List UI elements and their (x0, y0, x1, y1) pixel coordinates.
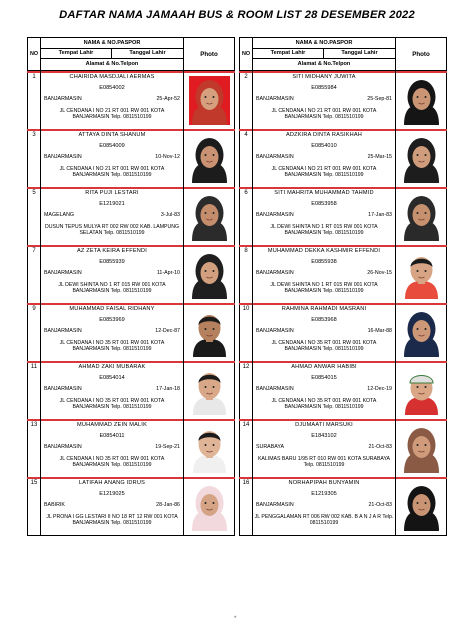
row-separator (239, 419, 447, 421)
birth-date: 25-Sep-81 (367, 96, 392, 102)
pilgrim-photo (189, 192, 230, 241)
passport-number: E0854011 (99, 433, 125, 439)
pilgrim-name: ATTAYA DINTA SHANUM (78, 132, 146, 138)
passport-number: E0854009 (99, 143, 125, 149)
header-birth (253, 49, 395, 59)
column-divider (395, 419, 396, 477)
row-separator (27, 71, 235, 73)
table-row (239, 477, 447, 535)
column-divider (183, 303, 184, 361)
birth-date: 16-Mar-88 (367, 328, 392, 334)
table-bottom-border (239, 535, 447, 536)
header-birth (41, 49, 183, 59)
row-number: 4 (244, 132, 248, 138)
address-phone: JL DEWI SHINTA NO 1 RT 015 RW 001 KOTA BANJARMASIN Telp. 0811510199 (270, 282, 378, 295)
passport-number: E0854014 (99, 375, 125, 381)
birth-place: BANJARMASIN (44, 444, 82, 450)
birth-date: 12-Dec-19 (367, 386, 392, 392)
birth-place: SURABAYA (256, 444, 285, 450)
column-divider (183, 477, 184, 535)
birth-place: BANJARMASIN (256, 502, 294, 508)
birth-date: 17-Jan-18 (156, 386, 180, 392)
pilgrim-photo (401, 366, 442, 415)
row-number: 13 (30, 422, 38, 428)
pilgrim-photo (401, 424, 442, 473)
column-divider (183, 419, 184, 477)
column-divider (395, 477, 396, 535)
address-phone: JL CENDANA I NO 35 RT 001 RW 001 KOTA BANJARMASIN Telp. 0811510199 (271, 340, 377, 353)
row-separator (27, 361, 235, 363)
header-birth-place: Tempat Lahir (253, 49, 324, 58)
pilgrim-name: DJUMAATI MARSUKI (295, 422, 353, 428)
row-number: 11 (30, 364, 38, 370)
footer-mark: * (234, 616, 237, 622)
row-separator (239, 303, 447, 305)
row-number: 5 (32, 190, 36, 196)
row-number: 14 (242, 422, 250, 428)
table-row (239, 71, 447, 129)
passport-number: E1219025 (99, 491, 125, 497)
passport-number: E0854015 (311, 375, 337, 381)
table-header (239, 37, 447, 71)
row-separator (239, 129, 447, 131)
table-bottom-border (27, 535, 235, 536)
column-divider (395, 361, 396, 419)
birth-place: BANJARMASIN (256, 328, 294, 334)
header-address-phone: Alamat & No.Telpon (297, 61, 351, 67)
birth-date: 10-Nov-12 (155, 154, 180, 160)
pilgrim-name: CHAIRIDA MASDJALI AERMAS (69, 74, 155, 80)
table-row (27, 187, 235, 245)
pilgrim-name: MUHAMMAD FAISAL RIDHANY (69, 306, 155, 312)
pilgrim-photo (189, 482, 230, 531)
pilgrim-name: RAHMINA RAHMADI MASRANI (281, 306, 367, 312)
address-phone: JL CENDANA I NO 21 RT 001 RW 001 KOTA BANJARMASIN Telp. 0811510199 (271, 166, 377, 179)
column-divider (183, 71, 184, 129)
row-separator (27, 245, 235, 247)
header-details (253, 38, 396, 70)
row-separator (239, 245, 447, 247)
row-number: 3 (32, 132, 36, 138)
passport-number: E1219021 (99, 201, 125, 207)
pilgrim-name: RITA PUJI LESTARI (85, 190, 139, 196)
pilgrim-photo (401, 134, 442, 183)
birth-place: BANJARMASIN (256, 154, 294, 160)
pilgrim-photo (189, 250, 230, 299)
pilgrim-name: AHMAD ZAKI MUBARAK (78, 364, 146, 370)
address-phone: JL PRONA I GG LESTARI II NO 18 RT 12 RW 001 KOTA BANJARMASIN Telp. 0811510199 (46, 514, 178, 527)
column-divider (183, 129, 184, 187)
column-divider (395, 129, 396, 187)
birth-date: 17-Jan-83 (368, 212, 392, 218)
pilgrim-name: MUHAMMAD ZEIN MALIK (77, 422, 147, 428)
passport-number: E0855984 (311, 85, 337, 91)
header-address-phone: Alamat & No.Telpon (85, 61, 139, 67)
row-number: 2 (244, 74, 248, 80)
address-phone: JL CENDANA I NO 35 RT 001 RW 001 KOTA BANJARMASIN Telp. 0811510199 (271, 398, 377, 411)
birth-place: BABIRIK (44, 502, 65, 508)
birth-date: 11-Apr-10 (156, 270, 180, 276)
address-phone: JL CENDANA I NO 35 RT 001 RW 001 KOTA BANJARMASIN Telp. 0811510199 (59, 456, 165, 469)
address-phone: JL CENDANA I NO 35 RT 001 RW 001 KOTA BANJARMASIN Telp. 0811510199 (59, 340, 165, 353)
pilgrim-name: SITI MIDHANY JUWITA (292, 74, 356, 80)
row-separator (27, 419, 235, 421)
passport-number: E0853958 (311, 201, 337, 207)
header-birth-date: Tanggal Lahir (129, 50, 166, 56)
page-title: DAFTAR NAMA JAMAAH BUS & ROOM LIST 28 DESEMBER 2022 (59, 9, 415, 21)
column-divider (395, 303, 396, 361)
birth-place: BANJARMASIN (44, 154, 82, 160)
passport-number: E0853968 (311, 317, 337, 323)
birth-date: 26-Nov-15 (367, 270, 392, 276)
birth-place: BANJARMASIN (256, 386, 294, 392)
pilgrim-name: MUHAMMAD DEKKA KASHMIR EFFENDI (267, 248, 381, 254)
header-name-passport: NAMA & NO.PASPOR (253, 38, 395, 49)
pilgrim-name: SITI MAHRITA MUHAMMAD TAHMID (274, 190, 374, 196)
address-phone: JL CENDANA I NO 21 RT 001 RW 001 KOTA BANJARMASIN Telp. 0811510199 (59, 108, 165, 121)
address-phone: JL PENGGALAMAN RT 006 RW 002 KAB. B A N J A R Telp. 0811510199 (254, 514, 394, 527)
row-number: 6 (244, 190, 248, 196)
address-phone: JL CENDANA I NO 21 RT 001 RW 001 KOTA BANJARMASIN Telp. 0811510199 (59, 166, 165, 179)
pilgrim-photo (401, 192, 442, 241)
pilgrim-photo (401, 76, 442, 125)
birth-date: 3-Jul-83 (160, 212, 180, 218)
birth-date: 21-Oct-83 (368, 502, 392, 508)
address-phone: JL CENDANA I NO 21 RT 001 RW 001 KOTA BANJARMASIN Telp. 0811510199 (271, 108, 377, 121)
header-details (41, 38, 184, 70)
header-birth-place: Tempat Lahir (41, 49, 112, 58)
passport-number: E0854010 (311, 143, 337, 149)
table-row (239, 361, 447, 419)
pilgrim-photo (401, 308, 442, 357)
birth-place: MAGELANG (44, 212, 75, 218)
table-row (239, 303, 447, 361)
table-row (239, 419, 447, 477)
row-number: 9 (32, 306, 36, 312)
row-number: 7 (32, 248, 36, 254)
birth-date: 25-Apr-52 (156, 96, 180, 102)
right-panel (239, 37, 447, 527)
passport-number: E0854002 (99, 85, 125, 91)
row-separator (239, 361, 447, 363)
passport-number: E1219305 (311, 491, 337, 497)
table-row (239, 129, 447, 187)
birth-place: BANJARMASIN (44, 270, 82, 276)
header-photo: Photo (412, 50, 430, 58)
row-separator (239, 187, 447, 189)
row-number: 10 (242, 306, 250, 312)
row-number: 1 (32, 74, 36, 80)
pilgrim-photo (189, 76, 230, 125)
birth-place: BANJARMASIN (44, 386, 82, 392)
table-row (239, 245, 447, 303)
row-number: 8 (244, 248, 248, 254)
header-photo: Photo (200, 50, 218, 58)
table-row (27, 477, 235, 535)
passport-number: E0853969 (99, 317, 125, 323)
column-divider (183, 245, 184, 303)
table-row (27, 419, 235, 477)
column-divider (183, 361, 184, 419)
pilgrim-name: AHMAD ANWAR HABIBI (291, 364, 357, 370)
birth-date: 19-Sep-21 (155, 444, 180, 450)
pilgrim-photo (401, 482, 442, 531)
column-divider (395, 187, 396, 245)
table-row (27, 71, 235, 129)
address-phone: DUSUN TEPUS MULYA RT 002 RW 002 KAB. LAMPUNG SELATAN Telp. 0811510199 (44, 224, 180, 237)
pilgrim-photo (189, 424, 230, 473)
table-row (239, 187, 447, 245)
birth-place: BANJARMASIN (256, 96, 294, 102)
header-name-passport: NAMA & NO.PASPOR (41, 38, 183, 49)
table-header (27, 37, 235, 71)
row-number: 15 (30, 480, 38, 486)
table-rows (27, 71, 235, 535)
birth-date: 25-Mar-15 (367, 154, 392, 160)
table-row (27, 245, 235, 303)
birth-place: BANJARMASIN (44, 96, 82, 102)
header-no: NO (28, 38, 41, 70)
row-separator (27, 477, 235, 479)
address-phone: JL DEWI SHINTA NO 1 RT 015 RW 001 KOTA BANJARMASIN Telp. 0811510199 (58, 282, 166, 295)
row-separator (239, 477, 447, 479)
table-row (27, 303, 235, 361)
row-separator (27, 129, 235, 131)
row-separator (27, 303, 235, 305)
left-panel (27, 37, 235, 527)
pilgrim-name: ADZKIRA DINTA RASIKHAH (285, 132, 363, 138)
birth-date: 21-Oct-83 (368, 444, 392, 450)
column-divider (183, 187, 184, 245)
passport-number: E1843102 (311, 433, 337, 439)
row-separator (27, 187, 235, 189)
pilgrim-photo (401, 250, 442, 299)
birth-date: 28-Jan-86 (156, 502, 180, 508)
address-phone: KALIMAS BARU 1/95 RT 010 RW 001 KOTA SURABAYA Telp. 0811510199 (257, 456, 391, 469)
pilgrim-photo (189, 134, 230, 183)
birth-place: BANJARMASIN (256, 270, 294, 276)
address-phone: JL DEWI SHINTA NO 1 RT 015 RW 001 KOTA BANJARMASIN Telp. 0811510199 (270, 224, 378, 237)
birth-place: BANJARMASIN (44, 328, 82, 334)
pilgrim-photo (189, 366, 230, 415)
passport-number: E0855939 (99, 259, 125, 265)
table-rows (239, 71, 447, 535)
pilgrim-name: NORHAPIPAH BUNYAMIN (288, 480, 360, 486)
row-number: 16 (242, 480, 250, 486)
address-phone: JL CENDANA I NO 35 RT 001 RW 001 KOTA BANJARMASIN Telp. 0811510199 (59, 398, 165, 411)
header-no: NO (240, 38, 253, 70)
birth-place: BANJARMASIN (256, 212, 294, 218)
row-separator (239, 71, 447, 73)
pilgrim-name: LATIFAH ANANG IDRUS (78, 480, 146, 486)
pilgrim-name: AZ ZETA KEIRA EFFENDI (77, 248, 147, 254)
column-divider (395, 245, 396, 303)
table-row (27, 129, 235, 187)
pilgrim-photo (189, 308, 230, 357)
birth-date: 12-Dec-87 (155, 328, 180, 334)
passport-number: E0855938 (311, 259, 337, 265)
table-row (27, 361, 235, 419)
column-divider (395, 71, 396, 129)
row-number: 12 (242, 364, 250, 370)
header-birth-date: Tanggal Lahir (341, 50, 378, 56)
